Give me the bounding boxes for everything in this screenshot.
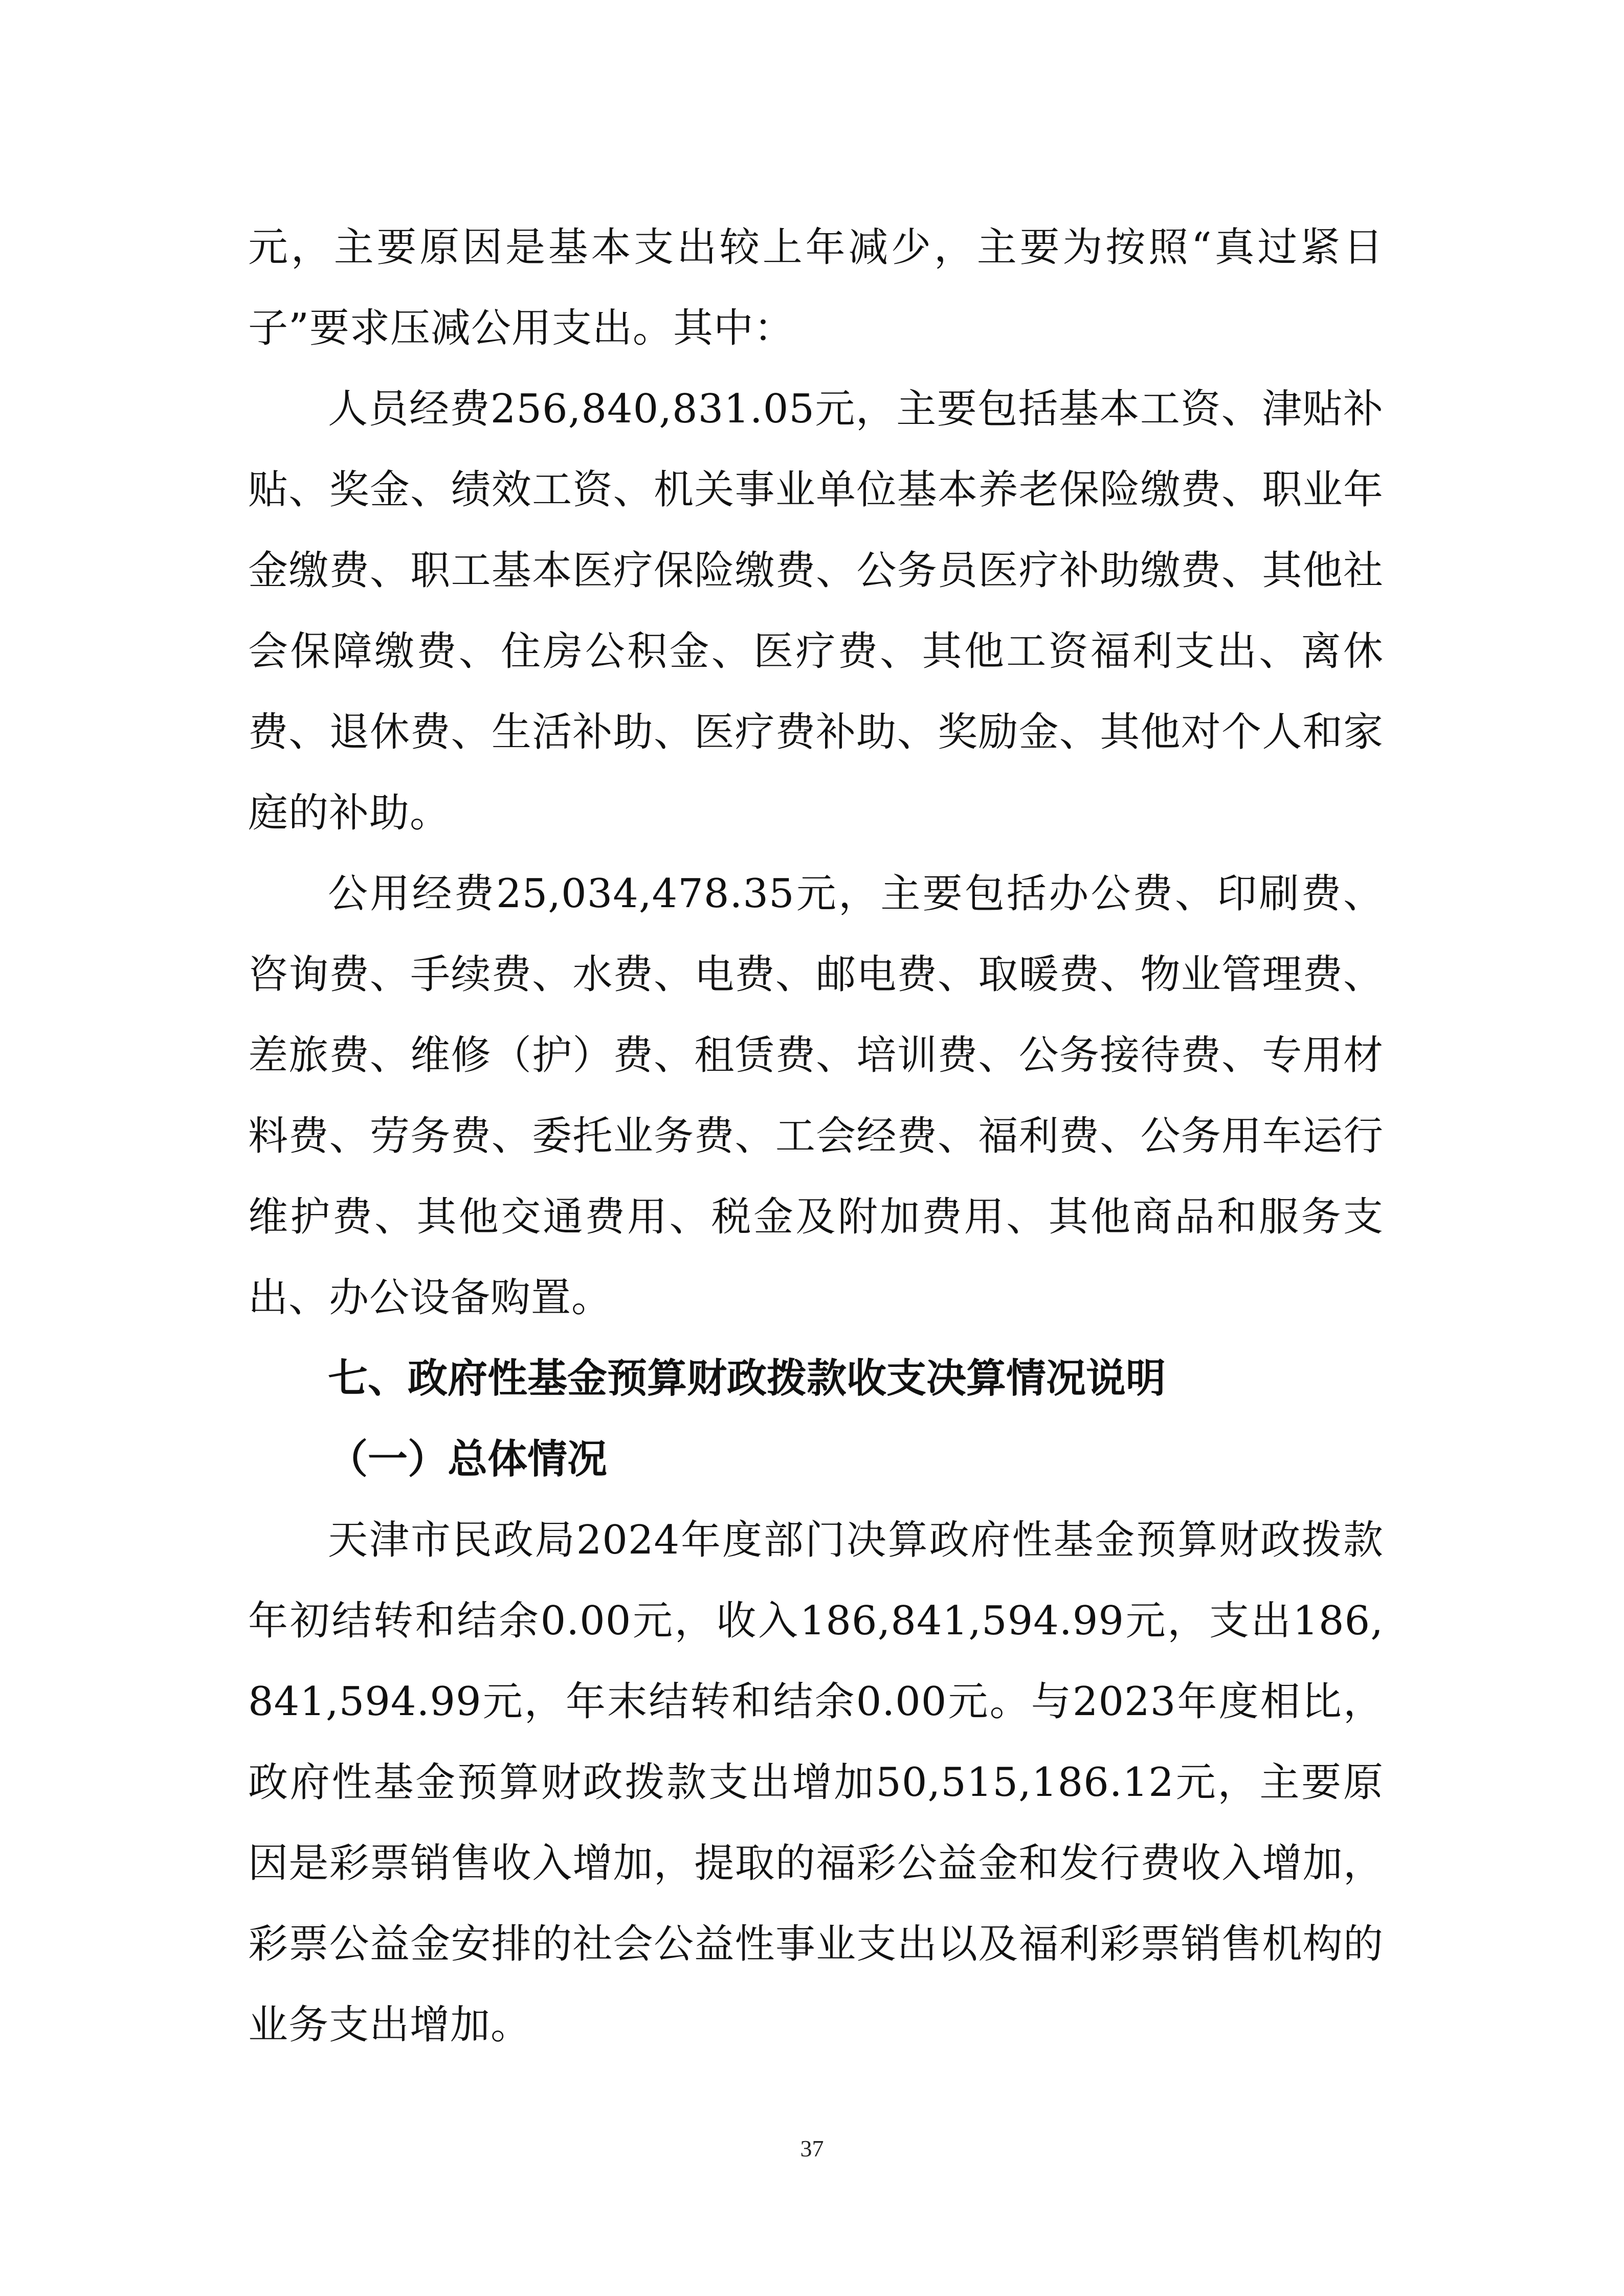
- paragraph-continuation: 元，主要原因是基本支出较上年减少，主要为按照“真过紧日子”要求压减公用支出。其中：: [248, 224, 1384, 351]
- paragraph-overall-situation: 天津市民政局2024年度部门决算政府性基金预算财政拨款年初结转和结余0.00元，收入186,841,594.99元，支出186,841,594.99元，年末结转和结余0.00元。与2023年度相比，政府性基金预算财政拨款支出增加50,515,186.12元，主要原因是彩票销售收入增加，提取的福彩公益金和发行费收入增加，彩票公益金安排的社会公益性事业支出以及福利彩票销售机构的业务支出增加。: [248, 1517, 1384, 2048]
- paragraph-personnel-expenses: 人员经费256,840,831.05元，主要包括基本工资、津贴补贴、奖金、绩效工资、机关事业单位基本养老保险缴费、职业年金缴费、职工基本医疗保险缴费、公务员医疗补助缴费、其他社会保障缴费、住房公积金、医疗费、其他工资福利支出、离休费、退休费、生活补助、医疗费补助、奖励金、其他对个人和家庭的补助。: [248, 386, 1384, 836]
- subsection-heading: （一）总体情况: [328, 1436, 608, 1482]
- text-column: [248, 207, 1384, 2065]
- section-heading: 七、政府性基金预算财政拨款收支决算情况说明: [328, 1356, 1166, 1402]
- page-number: 37: [800, 2135, 824, 2162]
- paragraph-public-expenses: 公用经费25,034,478.35元，主要包括办公费、印刷费、咨询费、手续费、水费、电费、邮电费、取暖费、物业管理费、差旅费、维修（护）费、租赁费、培训费、公务接待费、专用材料费、劳务费、委托业务费、工会经费、福利费、公务用车运行维护费、其他交通费用、税金及附加费用、其他商品和服务支出、办公设备购置。: [248, 871, 1384, 1321]
